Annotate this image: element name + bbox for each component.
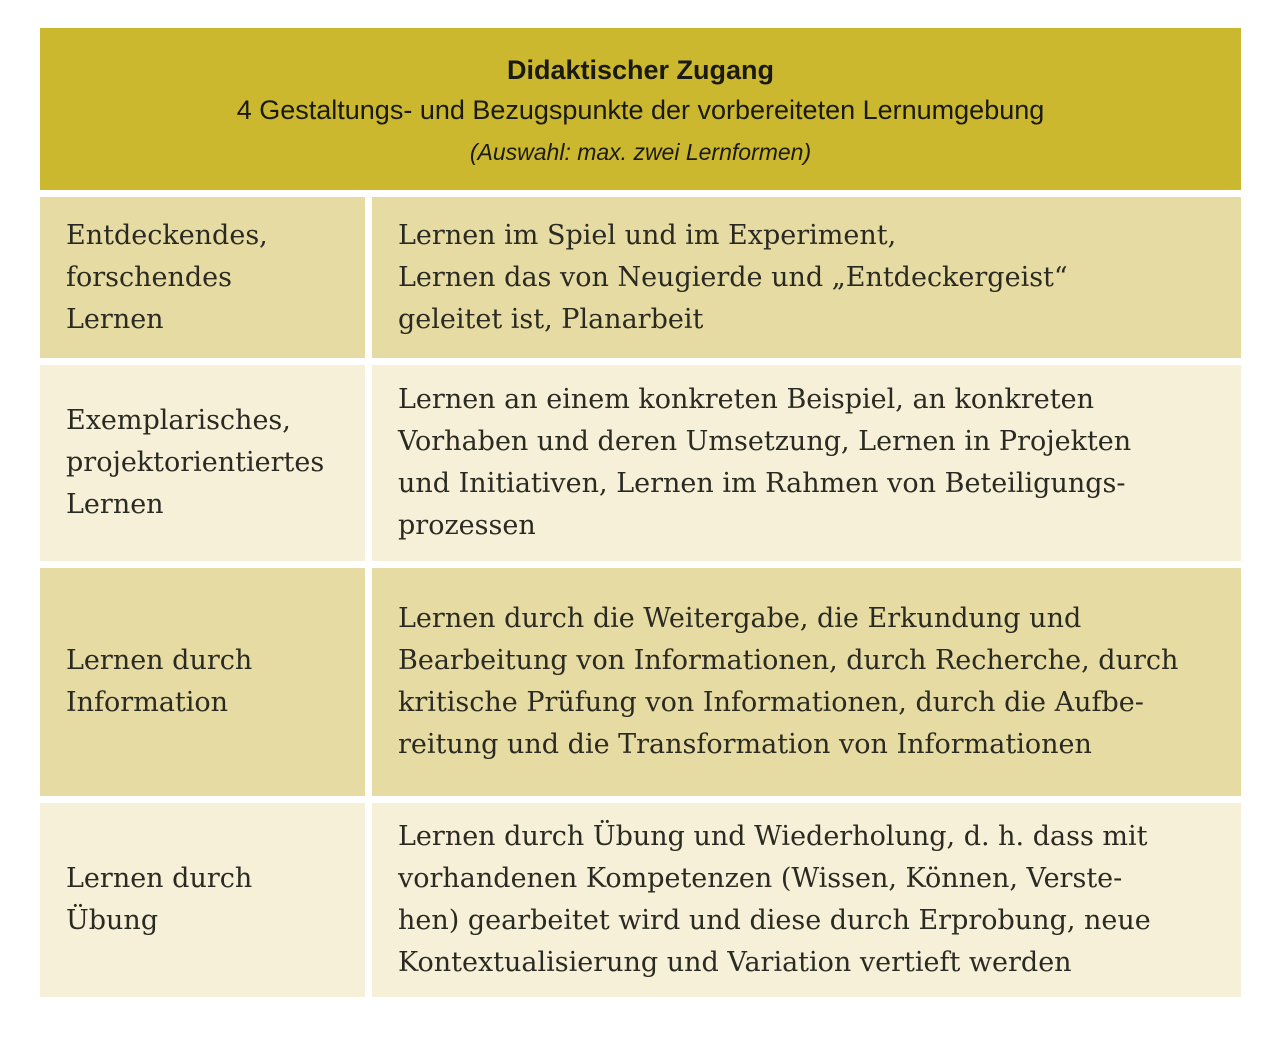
table-title: Didaktischer Zugang bbox=[506, 55, 775, 85]
row-description-cell bbox=[372, 197, 1241, 358]
row-label-cell bbox=[40, 197, 365, 358]
row-description-cell bbox=[372, 803, 1241, 997]
row-label-cell bbox=[40, 365, 365, 561]
row-label-cell bbox=[40, 803, 365, 997]
row-label: Lernen durch Information bbox=[66, 645, 253, 718]
table-row bbox=[40, 803, 1241, 997]
row-description: Lernen durch Übung und Wiederholung, d. h. dass mit vorhandenen Kompetenzen (Wissen, Können, Verste- hen) gearbeitet wird und diese durch Erprobung, neue Kontextualisierung und Variation vertieft werden bbox=[398, 821, 1151, 978]
table-header bbox=[40, 28, 1241, 190]
didactic-table bbox=[40, 28, 1241, 997]
table-subtitle: 4 Gestaltungs- und Bezugspunkte der vorbereiteten Lernumgebung bbox=[236, 95, 1045, 125]
row-description-cell bbox=[372, 365, 1241, 561]
row-description: Lernen im Spiel und im Experiment, Lernen das von Neugierde und „Entdeckergeist“ geleitet ist, Planarbeit bbox=[398, 219, 1068, 335]
table-row bbox=[40, 365, 1241, 561]
table-row bbox=[40, 197, 1241, 358]
table-row bbox=[40, 568, 1241, 796]
row-label: Exemplarisches, projektorientiertes Lernen bbox=[66, 405, 325, 520]
table-note: (Auswahl: max. zwei Lernformen) bbox=[469, 139, 812, 165]
row-description: Lernen an einem konkreten Beispiel, an konkreten Vorhaben und deren Umsetzung, Lernen in Projekten und Initiativen, Lernen im Rahmen von Beteiligungs- prozessen bbox=[398, 384, 1132, 541]
row-label-cell bbox=[40, 568, 365, 796]
row-label: Entdeckendes, forschendes Lernen bbox=[66, 219, 268, 335]
row-description-cell bbox=[372, 568, 1241, 796]
row-label: Lernen durch Übung bbox=[66, 863, 253, 936]
row-description: Lernen durch die Weitergabe, die Erkundung und Bearbeitung von Informationen, durch Recherche, durch kritische Prüfung von Informationen, durch die Aufbe- reitung und die Transformation von Informationen bbox=[398, 603, 1179, 760]
